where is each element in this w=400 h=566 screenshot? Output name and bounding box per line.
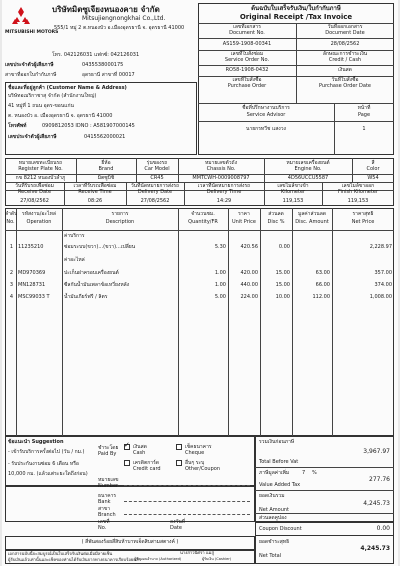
credit-card-label-en: Credit card: [133, 466, 161, 472]
items-header-price-en: Unit Price: [232, 219, 256, 225]
bank-label: ธนาคาร: [98, 493, 117, 499]
items-header-price: ราคา: [238, 211, 250, 217]
bank-label-en: Bank: [98, 499, 111, 505]
vehicle-value: มิตซูบิชิ: [97, 175, 115, 181]
item-no: 3: [9, 282, 14, 288]
vehicle-value2: 27/08/2562: [140, 198, 170, 204]
items-header-disc: ส่วนลด: [268, 211, 284, 217]
page-number: 1: [362, 126, 366, 132]
item-desc: ค่าบริการ: [64, 233, 85, 239]
logo-text: MITSUBISHI MOTORS: [5, 30, 59, 35]
item-disc: 15.00: [275, 270, 290, 276]
customer-name: บริษัทอเมริกาชาสุ จำกัด (สำนักงานใหญ่): [8, 93, 97, 99]
doc-date: 28/08/2562: [330, 41, 360, 47]
items-header-net: ราคาสุทธิ: [352, 211, 374, 217]
coupon-label-en: Coupon Discount: [259, 526, 302, 532]
cheque-date-label-en: Date: [170, 525, 182, 531]
items-header-qty: จำนวนชม.: [191, 211, 215, 217]
vehicle-value2: 27/08/2562: [20, 198, 49, 204]
items-header-no: ลำดับ: [5, 211, 18, 217]
vehicle-header-en: Chassis No.: [206, 166, 236, 172]
credit-card-checkbox[interactable]: [124, 460, 130, 466]
service-order-label-en: Service Order No.: [224, 57, 270, 63]
other-checkbox[interactable]: [176, 460, 182, 466]
doc-date-label-en: Document Date: [325, 30, 365, 36]
customer-address-1: 41 หมู่ที่ 1 ถนน อุดร-ขอนแก่น: [8, 103, 74, 109]
number-label: หมายเลข: [98, 477, 119, 483]
company-tax-id: 0435538000175: [82, 62, 124, 68]
vehicle-header-th: หมายเลขทะเบียนรถ: [18, 160, 63, 166]
vehicle-header-th: หมายเลขเครื่องยนต์: [286, 160, 330, 166]
company-tax-id-label: เลขประจำตัวผู้เสียภาษี: [5, 62, 54, 68]
doc-no: AS159-1908-00341: [222, 41, 272, 47]
paid-by-label-en: Paid By: [98, 451, 117, 457]
company-phone: โทร. 042126031 แฟกซ์: 042126031: [52, 52, 140, 58]
page-label: หน้าที่: [357, 105, 371, 111]
customer-name-label: ชื่อและที่อยู่ลูกค้า (Customer Name & Address): [8, 85, 127, 91]
item-disc: 0.00: [278, 244, 290, 250]
vehicle-header-en: Car Model: [144, 166, 170, 172]
item-no: 1: [9, 244, 14, 250]
item-desc: น้ำมันเกียร์ฟรี / ลิตร: [64, 294, 108, 300]
before-vat-label-en: Total Before Vat: [259, 459, 299, 465]
suggest-label: ข้อแนะนำ Suggestion: [8, 439, 64, 445]
authorized-label: ผู้รับมอบอำนาจ (Authorized): [134, 557, 182, 561]
item-qty: 1.00: [214, 282, 226, 288]
vat-percent: %: [312, 470, 317, 476]
item-disc: 10.00: [275, 294, 290, 300]
item-discamt: 66.00: [315, 282, 330, 288]
company-address: 555/1 หมู่ 2 ต.หนองบัว อ.เมืองอุดรธานี จ. อุดรธานี 41000: [54, 25, 185, 31]
item-price: 420.56: [240, 244, 258, 250]
company-name-en: Mitsujiengnongkhai Co.,Ltd.: [82, 15, 166, 22]
items-header-desc-en: Description: [105, 219, 135, 225]
vehicle-value: กข 8212 หนองบัวลำภู: [15, 175, 66, 181]
po-label-en: Purchase Order: [227, 83, 267, 89]
paid-by-label: ชำระโดย: [98, 445, 119, 451]
cheque-no-label: เลขที่: [98, 519, 110, 525]
cheque-date-label: ลงวันที่: [170, 519, 186, 525]
vehicle-header2-en: Receive Date: [17, 189, 52, 195]
item-qty: 5.00: [214, 294, 226, 300]
item-desc: ซีลกันน้ำมันเพลาข้อเหวี่ยงหลัง: [64, 282, 130, 288]
cash-label: เงินสด: [133, 444, 147, 450]
vehicle-header2-en: Delivery Time: [206, 189, 242, 195]
cash-label-en: Cash: [133, 450, 146, 456]
branch-label: สาขา: [98, 506, 111, 512]
before-vat-label: รวมเงินก่อนภาษี: [259, 439, 295, 445]
credit-label-en: Credit / Cash: [328, 57, 362, 63]
vehicle-header2-th: เวลาที่รับรถเพื่อซ่อม: [73, 183, 117, 189]
item-discamt: 63.00: [315, 270, 330, 276]
vehicle-value: W54: [367, 175, 379, 181]
item-qty: 5.30: [214, 244, 226, 250]
customer-tax-label: เลขประจำตัวผู้เสียภาษี: [8, 134, 57, 140]
footer-note-2: ผู้รับเงินแล้วเท่านั้นและเช็คของท่านได้รับเงินจากทางธนาคารเรียบร้อยแล้ว: [8, 557, 141, 562]
item-no: 2: [9, 270, 14, 276]
service-order: RO58-1908-0432: [225, 67, 269, 73]
item-desc: ค่าอะไหล่: [64, 257, 85, 263]
items-header-desc: รายการ: [111, 211, 129, 217]
vehicle-header2-th: วันที่นัดหมายการส่งรถ: [130, 183, 180, 189]
vehicle-header2-en: Finish Kilometer: [338, 189, 378, 195]
po-date-label: วันที่ใบสั่งซื้อ: [331, 77, 359, 83]
net-total-value: 4,245.73: [360, 545, 390, 552]
cashier-label: ผู้รับเงิน (Cashier): [202, 557, 232, 561]
items-table: [5, 208, 394, 436]
vehicle-header2-th: เลขไมล์ขาเข้า: [277, 183, 309, 189]
customer-phone: 0909812053 IDNO : A581907000145: [42, 123, 135, 129]
branch-label-en: Branch: [98, 512, 116, 518]
number-label-en: Number: [98, 483, 119, 489]
vat-rate: 7: [302, 470, 306, 476]
vehicle-header2-th: เวลาที่นัดหมายการส่งรถ: [197, 183, 251, 189]
vat-label: ภาษีมูลค่าเพิ่ม: [259, 470, 290, 476]
items-header-discamt: มูลค่าส่วนลด: [297, 211, 327, 217]
vehicle-header2-th: เลขไมล์ขาออก: [341, 183, 375, 189]
doc-date-label: วันที่ออกเอกสาร: [327, 24, 363, 30]
item-desc: ซ่อมระบบ(ขวา)...(ขวา)...เปลี่ยน: [64, 244, 136, 250]
service-order-label: เลขที่ใบสั่งซ่อม: [230, 51, 264, 57]
net-total-label-en: Net Total: [259, 553, 282, 559]
net-total-label: ยอดชำระสุทธิ: [259, 539, 290, 545]
item-net: 374.00: [374, 282, 392, 288]
vehicle-value2: 119,153: [282, 198, 304, 204]
items-header-net-en: Net Price: [351, 219, 375, 225]
items-header-code-en: Operation: [26, 219, 52, 225]
tax-invoice-page: [2, 0, 398, 566]
item-code: MN128731: [18, 282, 46, 288]
item-code: MD970369: [18, 270, 46, 276]
item-desc: ปะเก็นฝาครอบเครื่องยนต์: [64, 270, 119, 276]
vehicle-value: CR45: [150, 175, 164, 181]
items-header-qty-en: Quantity/FR: [188, 219, 218, 225]
other-label: อื่นๆ ระบุ: [185, 460, 205, 466]
item-no: 4: [9, 294, 14, 300]
vehicle-header2-th: วันที่รับรถเพื่อซ่อม: [15, 183, 54, 189]
item-price: 224.00: [240, 294, 258, 300]
items-header-disc-en: Disc %: [267, 219, 285, 225]
advisor-label: ชื่อที่ปรึกษางานบริการ: [242, 105, 290, 111]
company-name-th: บริษัทมิตซูเจียงหนองคาย จำกัด: [52, 5, 160, 14]
vehicle-header-th: หมายเลขตัวถัง: [204, 160, 238, 166]
vehicle-header-en: Color: [366, 166, 380, 172]
doc-title-th: ต้นฉบับใบเสร็จรับเงิน/ใบกำกับภาษี: [251, 5, 341, 12]
item-price: 440.00: [240, 282, 258, 288]
item-discamt: 112.00: [312, 294, 330, 300]
doc-title-en: Original Receipt /Tax Invoice: [239, 13, 353, 21]
item-net: 2,228.97: [369, 244, 392, 250]
advisor-name: นายกรทวีช แสงวง: [246, 126, 286, 132]
vehicle-value: 4D56UCCU5587: [287, 175, 329, 181]
customer-address-2: ต. หนองบัว อ. เมืองอุดรธานี จ. อุดรธานี 41000: [8, 113, 113, 119]
vehicle-header2-en: Delivery Date: [137, 189, 173, 195]
vehicle-value2: 08:26: [87, 198, 103, 204]
credit-card-label: เครดิตการ์ด: [133, 460, 160, 466]
footer-note-1: เอกสารฉบับนี้จะสมบูรณ์เป็นใบเสร็จรับเงินต่อเมื่อมีลายเซ็น: [8, 551, 113, 556]
before-vat-value: 3,967.97: [363, 448, 390, 455]
vehicle-value: MMTCWH-0009008797: [192, 175, 250, 181]
vat-value: 277.76: [369, 476, 390, 483]
coupon-value: 0.00: [376, 525, 390, 532]
cheque-no-label-en: No.: [98, 525, 107, 531]
coupon-label: ส่วนลดคูปอง: [259, 515, 287, 521]
vehicle-header-th: สี: [371, 160, 375, 166]
vehicle-header2-en: Kilometer: [280, 189, 306, 195]
vat-label-en: Value Added Tax: [259, 482, 301, 488]
company-branch-label: สาขาที่ออกใบกำกับภาษี: [5, 72, 57, 78]
advisor-label-en: Service Advisor: [246, 112, 286, 118]
vehicle-header2-en: Receive Time: [78, 189, 112, 195]
po-label: เลขที่ใบสั่งซื้อ: [232, 77, 262, 83]
vehicle-value2: 119,153: [347, 198, 369, 204]
mitsubishi-logo-icon: [10, 6, 32, 28]
item-disc: 15.00: [275, 282, 290, 288]
vehicle-header-en: Engine No.: [294, 166, 322, 172]
item-net: 1,008.00: [369, 294, 392, 300]
page-label-en: Page: [357, 112, 371, 118]
company-branch: อุดรธานี สาขาที่ 00017: [82, 72, 135, 78]
vehicle-header-en: Register Plate No.: [18, 166, 63, 172]
amount-in-words: ( สี่พันสองร้อยสี่สิบห้าบาทเจ็ดสิบสามสตางค์ ): [81, 539, 179, 545]
customer-phone-label: โทรศัพท์: [8, 123, 27, 129]
net-amount-value: 4,245.73: [363, 500, 390, 507]
cheque-label-en: Cheque: [185, 450, 205, 456]
other-label-en: Other/Coupon: [185, 466, 221, 472]
item-code: MSC99033 T: [18, 294, 50, 300]
credit-value: เงินสด: [338, 67, 352, 73]
item-code: 11235210: [18, 244, 44, 250]
suggest-3: 10,000 กม. (แล้วแต่ระยะใดถึงก่อน): [8, 471, 88, 477]
items-header-discamt-en: Disc. Amount: [295, 219, 329, 225]
cheque-label: เช็คธนาคาร: [185, 444, 212, 450]
suggest-1: - เข้ารับบริการครั้งต่อไป (วัน / กม.): [8, 449, 85, 455]
item-qty: 1.00: [214, 270, 226, 276]
doc-no-label-en: Document No.: [229, 30, 265, 36]
vehicle-header-th: ยี่ห้อ: [101, 160, 111, 166]
credit-label: ลักษณะการชำระเงิน: [322, 51, 368, 57]
vehicle-header-th: รุ่นของรถ: [146, 160, 168, 166]
items-header-no-en: No.: [6, 219, 15, 225]
item-net: 357.00: [374, 270, 392, 276]
cash-check-mark-icon: ✓: [124, 441, 130, 449]
customer-tax: 0415562000021: [84, 134, 126, 140]
net-amount-label-en: Net Amount: [259, 507, 290, 513]
item-price: 420.00: [240, 270, 258, 276]
net-amount-label: ยอดเงินรวม: [259, 493, 285, 499]
items-header-code: รหัสงาน/อะไหล่: [22, 211, 56, 217]
suggest-2: - รับประกันงานซ่อม 6 เดือน หรือ: [8, 461, 79, 467]
cheque-checkbox[interactable]: [176, 444, 182, 450]
cashier-name: นางสาวนิศรา แมสู: [180, 550, 214, 555]
doc-no-label: เลขที่เอกสาร: [233, 24, 261, 30]
vehicle-value2: 14:29: [216, 198, 232, 204]
bank-box: [5, 483, 255, 522]
po-date-label-en: Purchase Order Date: [318, 83, 372, 89]
vehicle-header-en: Brand: [98, 166, 114, 172]
